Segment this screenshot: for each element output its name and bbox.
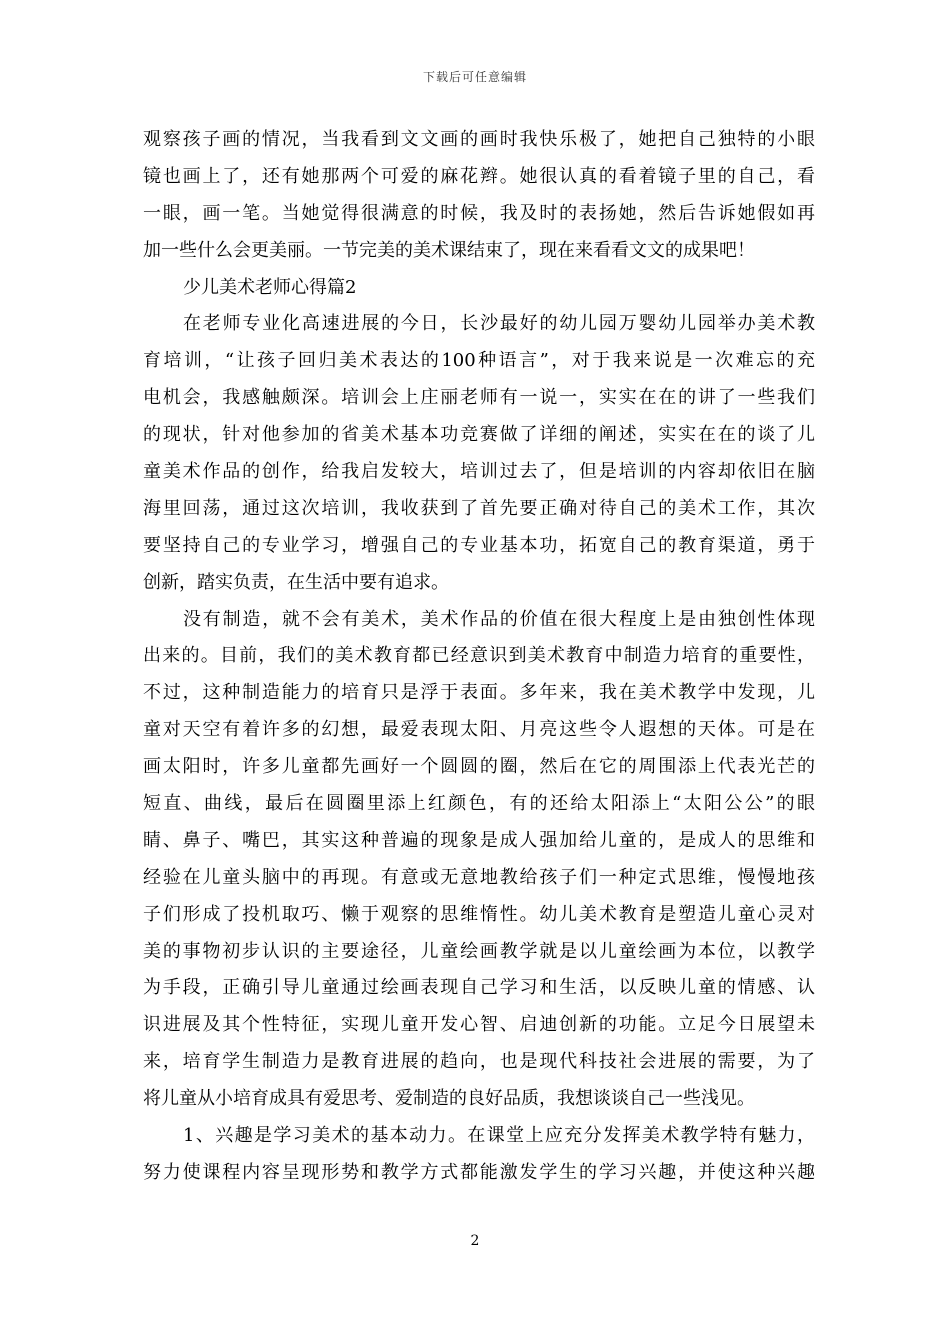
text-line: 出来的。目前，我们的美术教育都已经意识到美术教育中制造力培育的重要性， xyxy=(143,645,815,667)
text-line: 没有制造，就不会有美术，美术作品的价值在很大程度上是由独创性体现 xyxy=(183,608,815,630)
text-line: 在老师专业化高速进展的今日，长沙最好的幼儿园万婴幼儿园举办美术教 xyxy=(183,313,815,335)
text-line: 来，培育学生制造力是教育进展的趋向，也是现代科技社会进展的需要，为了 xyxy=(143,1051,815,1073)
text-line: 加一些什么会更美丽。一节完美的美术课结束了，现在来看看文文的成果吧！ xyxy=(143,239,755,261)
text-line: 识进展及其个性特征，实现儿童开发心智、启迪创新的功能。立足今日展望未 xyxy=(143,1014,815,1036)
text-line: 子们形成了投机取巧、懒于观察的思维惰性。幼儿美术教育是塑造儿童心灵对 xyxy=(143,903,815,925)
text-line: 创新，踏实负责，在生活中要有追求。 xyxy=(143,571,449,593)
section-heading: 少儿美术老师心得篇2 xyxy=(183,276,357,298)
text-line: 美的事物初步认识的主要途径，儿童绘画教学就是以儿童绘画为本位，以教学 xyxy=(143,940,815,962)
page-number: 2 xyxy=(470,1233,480,1249)
text-line: 一眼，画一笔。当她觉得很满意的时候，我及时的表扬她，然后告诉她假如再 xyxy=(143,202,815,224)
text-line: 1、兴趣是学习美术的基本动力。在课堂上应充分发挥美术教学特有魅力， xyxy=(183,1125,815,1147)
text-line: 要坚持自己的专业学习，增强自己的专业基本功，拓宽自己的教育渠道，勇于 xyxy=(143,534,815,556)
text-line: 电机会，我感触颇深。培训会上庄丽老师有一说一，实实在在的讲了一些我们 xyxy=(143,387,815,409)
text-line: 努力使课程内容呈现形势和教学方式都能激发学生的学习兴趣，并使这种兴趣 xyxy=(143,1161,815,1183)
document-body xyxy=(143,122,815,1192)
text-line: 观察孩子画的情况，当我看到文文画的画时我快乐极了，她把自己独特的小眼 xyxy=(143,129,815,150)
text-line: 不过，这种制造能力的培育只是浮于表面。多年来，我在美术教学中发现，儿 xyxy=(143,682,815,704)
text-line: 童对天空有着许多的幻想，最爱表现太阳、月亮这些令人遐想的天体。可是在 xyxy=(143,719,815,741)
text-line: 童美术作品的创作，给我启发较大，培训过去了，但是培训的内容却依旧在脑 xyxy=(143,461,815,483)
page-header: 下载后可任意编辑 xyxy=(422,70,527,84)
text-line: 将儿童从小培育成具有爱思考、爱制造的良好品质，我想谈谈自己一些浅见。 xyxy=(143,1088,755,1110)
text-line: 经验在儿童头脑中的再现。有意或无意地教给孩子们一种定式思维，慢慢地孩 xyxy=(143,866,815,888)
text-line: 为手段，正确引导儿童通过绘画表现自己学习和生活，以反映儿童的情感、认 xyxy=(143,977,815,999)
text-line: 的现状，针对他参加的省美术基本功竞赛做了详细的阐述，实实在在的谈了儿 xyxy=(143,424,815,446)
text-line: 画太阳时，许多儿童都先画好一个圆圆的圈，然后在它的周围添上代表光芒的 xyxy=(143,756,815,778)
text-line: 镜也画上了，还有她那两个可爱的麻花辫。她很认真的看着镜子里的自己，看 xyxy=(143,165,815,187)
text-line: 睛、鼻子、嘴巴，其实这种普遍的现象是成人强加给儿童的，是成人的思维和 xyxy=(143,829,815,851)
text-line: 育培训，“让孩子回归美术表达的100种语言”，对于我来说是一次难忘的充 xyxy=(143,350,815,372)
text-line: 短直、曲线，最后在圆圈里添上红颜色，有的还给太阳添上“太阳公公”的眼 xyxy=(143,793,815,815)
text-line: 海里回荡，通过这次培训，我收获到了首先要正确对待自己的美术工作，其次 xyxy=(143,497,815,519)
